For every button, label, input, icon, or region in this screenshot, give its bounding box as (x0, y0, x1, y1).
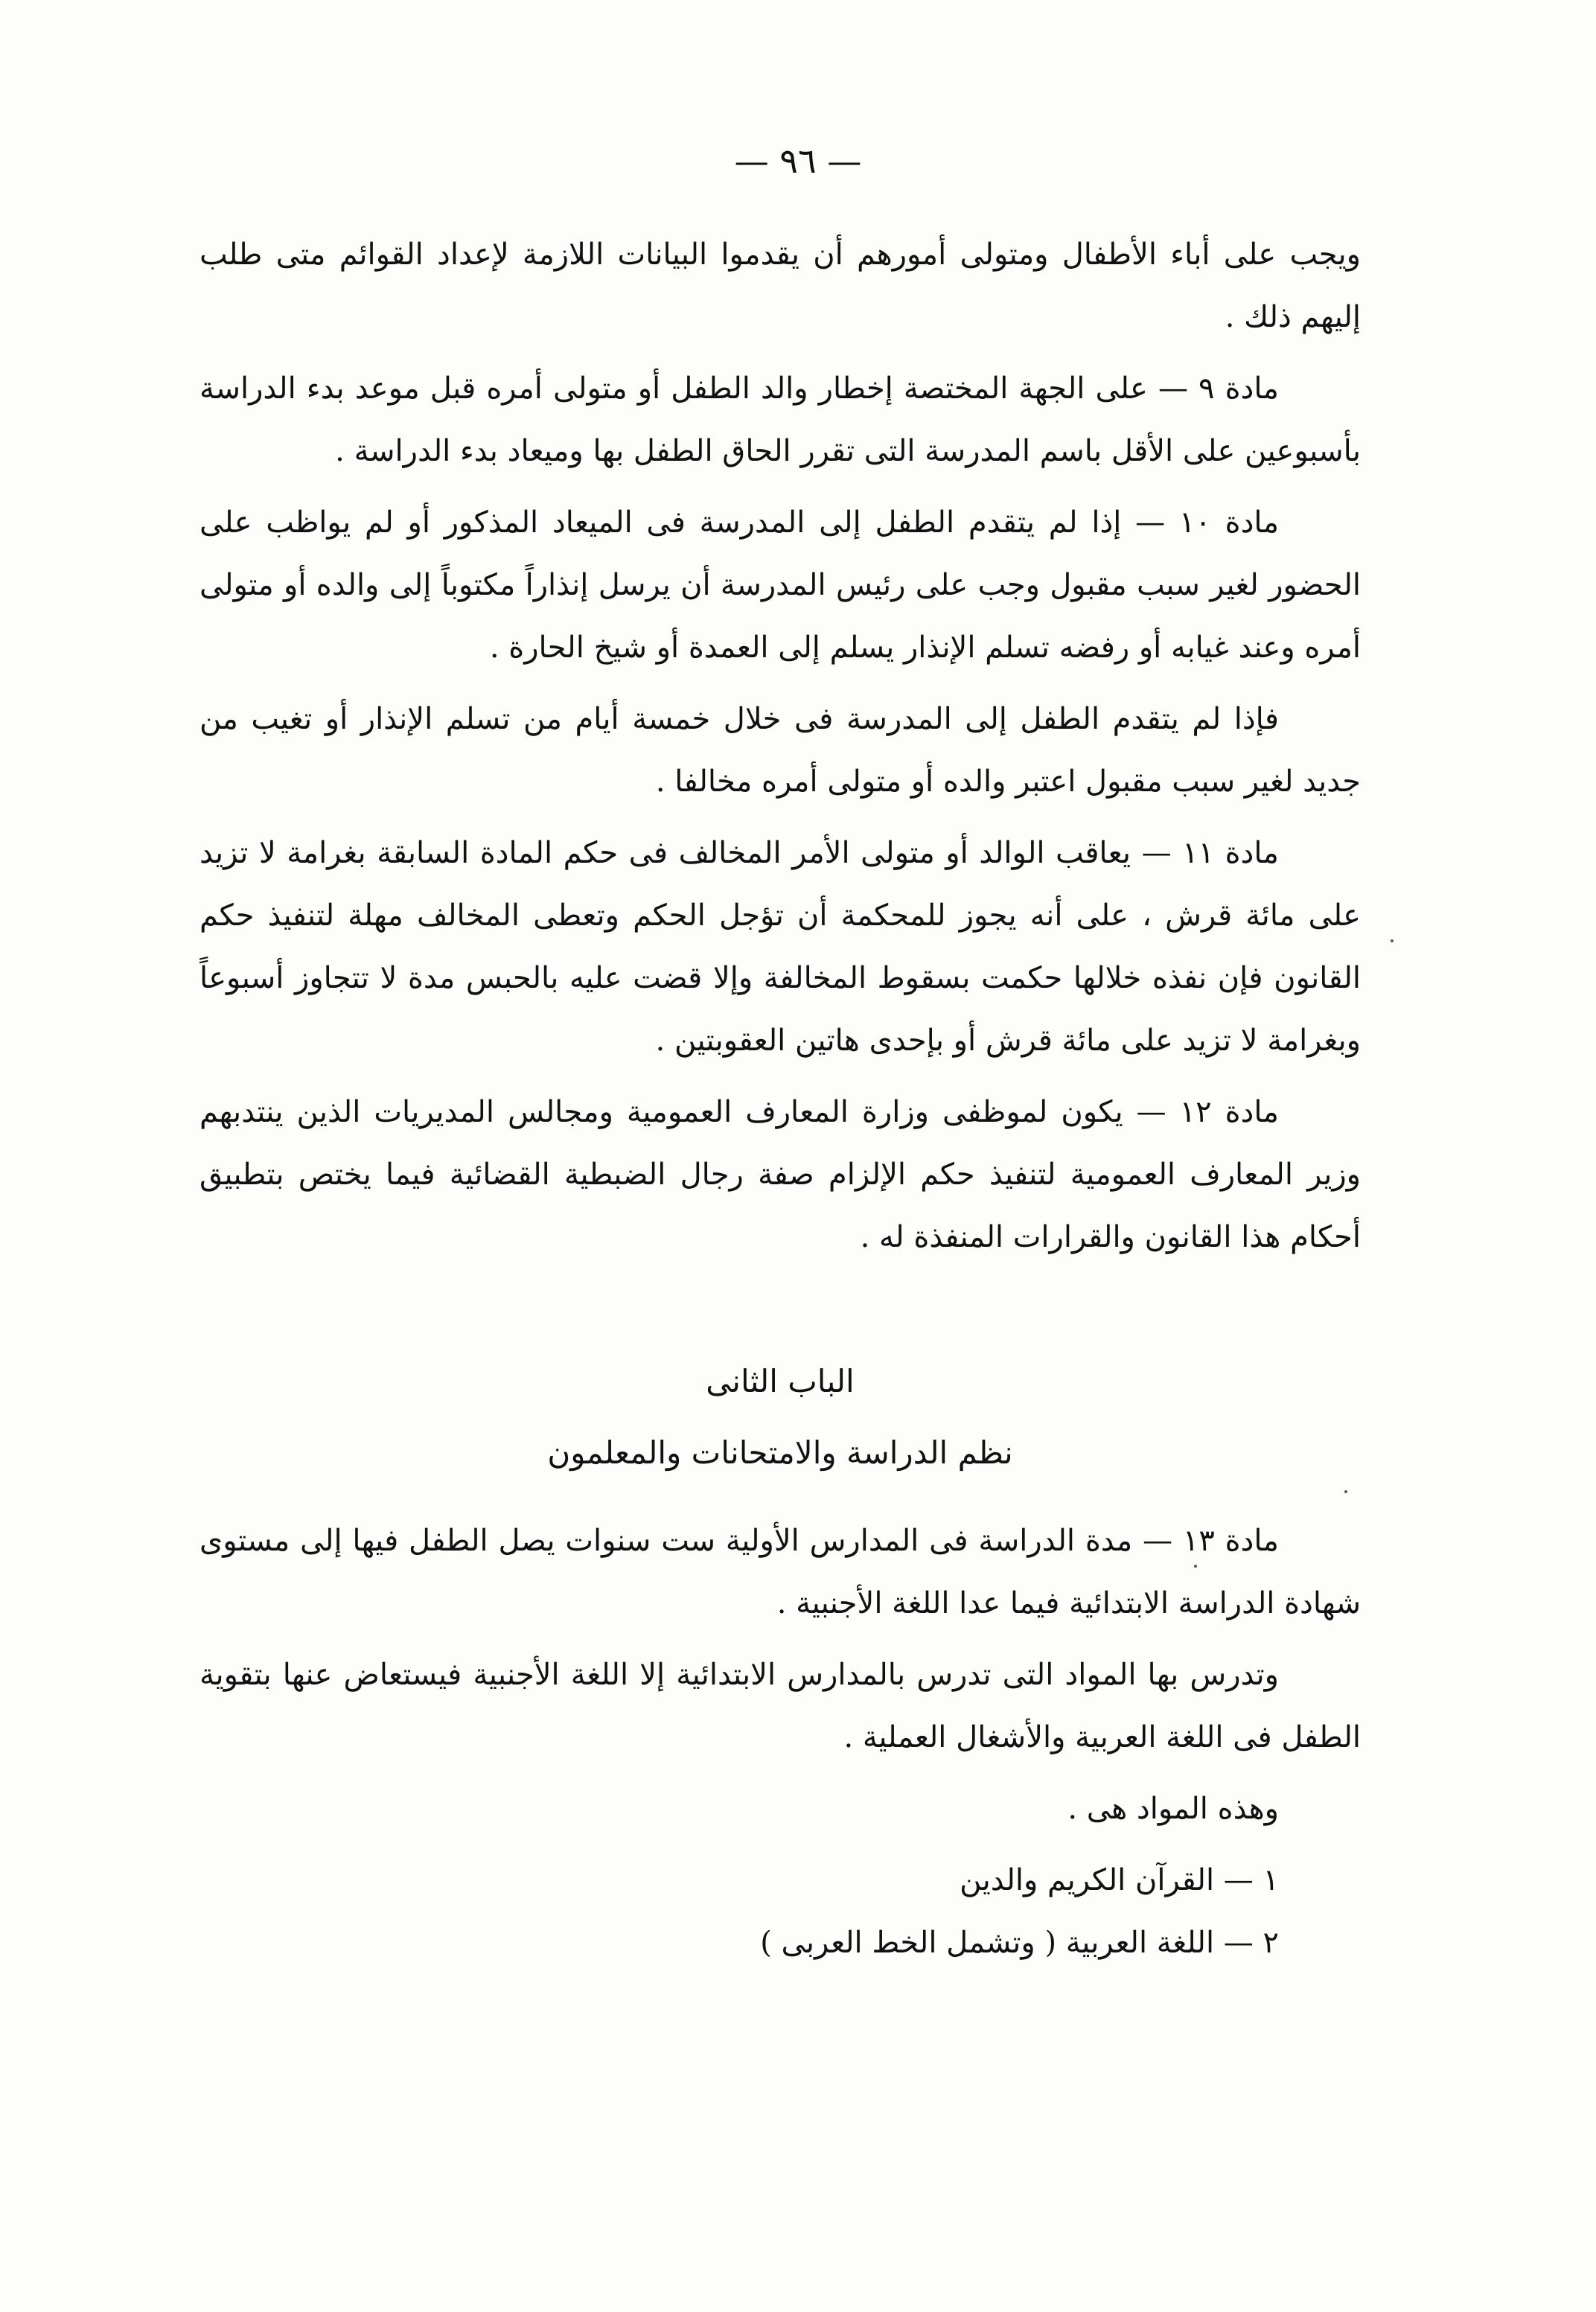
scan-speck (1391, 939, 1394, 942)
scan-speck (1194, 1565, 1197, 1568)
article-13-subjects-note: وتدرس بها المواد التى تدرس بالمدارس الابتدائية إلا اللغة الأجنبية فيستعاض عنها بتقوية الطفل فى اللغة العربية والأشغال العملية . (200, 1658, 1361, 1754)
article-12: مادة ١٢ — يكون لموظفى وزارة المعارف العمومية ومجالس المديريات الذين ينتدبهم وزير المعارف العمومية لتنفيذ حكم الإلزام صفة رجال الضبطية القضائية فيما يختص بتطبيق أحكام هذا القانون والقرارات المنفذة له . (200, 1095, 1361, 1254)
article-11: مادة ١١ — يعاقب الوالد أو متولى الأمر المخالف فى حكم المادة السابقة بغرامة لا تزيد على مائة قرش ، على أنه يجوز للمحكمة أن تؤجل الحكم وتعطى المخالف مهلة لتنفيذ حكم القانون فإن نفذه خلالها حكمت بسقوط المخالفة وإلا قضت عليه بالحبس مدة لا تتجاوز أسبوعاً وبغرامة لا تزيد على مائة قرش أو بإحدى هاتين العقوبتين . (200, 836, 1361, 1058)
subject-item: ٢ — اللغة العربية ( وتشمل الخط العربى ) (760, 1926, 1279, 1960)
subject-item: ١ — القرآن الكريم والدين (960, 1863, 1279, 1897)
article-13: مادة ١٣ — مدة الدراسة فى المدارس الأولية ست سنوات يصل الطفل فيها إلى مستوى شهادة الدراسة الابتدائية فيما عدا اللغة الأجنبية . (200, 1524, 1361, 1620)
page-body (200, 223, 1361, 1974)
article-10: مادة ١٠ — إذا لم يتقدم الطفل إلى المدرسة فى الميعاد المذكور أو لم يواظب على الحضور لغير سبب مقبول وجب على رئيس المدرسة أن يرسل إنذاراً مكتوباً إلى والده أو متولى أمره وعند غيابه أو رفضه تسلم الإنذار يسلم إلى العمدة أو شيخ الحارة . (200, 505, 1361, 665)
part-subheading: نظم الدراسة والامتحانات والمعلمون (547, 1434, 1013, 1471)
paragraph-parents-duty: ويجب على أباء الأطفال ومتولى أمورهم أن يقدموا البيانات اللازمة لإعداد القوائم متى طلب إليهم ذلك . (200, 237, 1361, 334)
part-heading: الباب الثانى (706, 1363, 855, 1399)
article-10-continuation: فإذا لم يتقدم الطفل إلى المدرسة فى خلال خمسة أيام من تسلم الإنذار أو تغيب من جديد لغير سبب مقبول اعتبر والده أو متولى أمره مخالفا . (200, 702, 1361, 799)
scan-speck (1344, 1490, 1347, 1493)
subjects-list (200, 1849, 1361, 1974)
subjects-intro: وهذه المواد هى . (1067, 1792, 1279, 1826)
article-9: مادة ٩ — على الجهة المختصة إخطار والد الطفل أو متولى أمره قبل موعد بدء الدراسة بأسبوعين على الأقل باسم المدرسة التى تقرر الحاق الطفل بها وميعاد بدء الدراسة . (200, 371, 1361, 468)
page-number: — ٩٦ — (734, 141, 862, 181)
